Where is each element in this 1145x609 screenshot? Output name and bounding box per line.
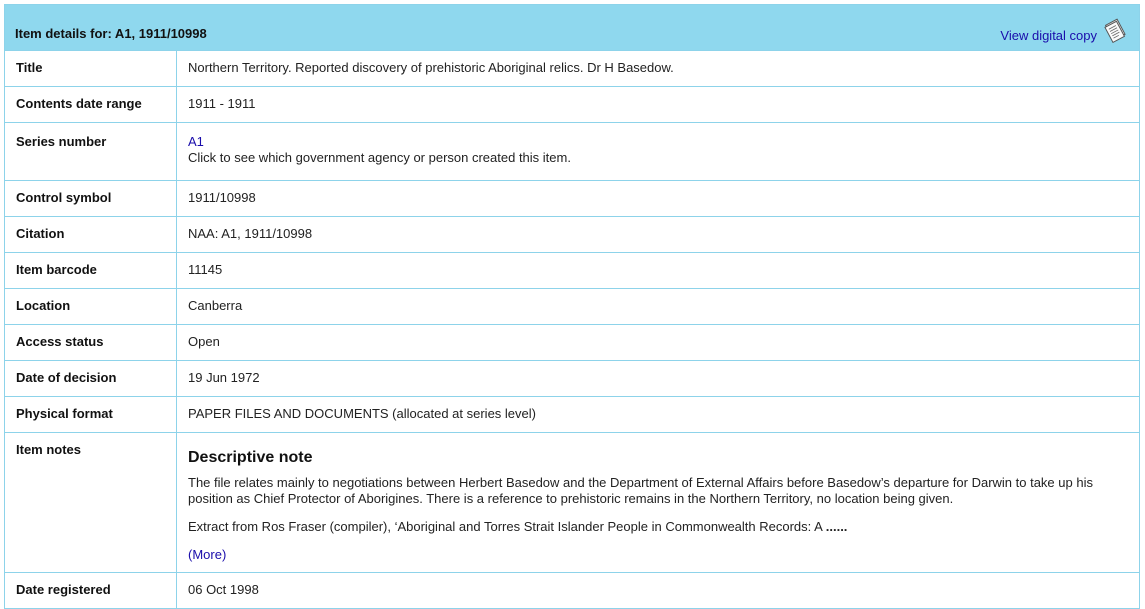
item-details-table [5,51,1139,608]
date-of-decision-value: 19 Jun 1972 [177,361,1140,397]
contents-date-range-value: 1911 - 1911 [177,87,1140,123]
date-of-decision-label: Date of decision [5,361,177,397]
date-registered-value: 06 Oct 1998 [177,573,1140,609]
location-value: Canberra [177,289,1140,325]
title-label: Title [5,51,177,87]
item-barcode-label: Item barcode [5,253,177,289]
series-number-hint: Click to see which government agency or person created this item. [188,150,571,165]
row-location [5,289,1139,325]
row-control-symbol [5,181,1139,217]
extract-text: Extract from Ros Fraser (compiler), ‘Aboriginal and Torres Strait Islander People in Commonwealth Records: A [188,519,823,534]
item-notes-cell [177,433,1140,573]
document-icon[interactable] [1103,17,1129,43]
row-item-barcode [5,253,1139,289]
more-link[interactable]: (More) [188,547,227,562]
title-value: Northern Territory. Reported discovery of prehistoric Aboriginal relics. Dr H Basedow. [188,60,674,75]
contents-date-range-label: Contents date range [5,87,177,123]
descriptive-note-extract [188,519,1129,535]
physical-format-label: Physical format [5,397,177,433]
series-number-label: Series number [5,123,177,181]
row-date-of-decision [5,361,1139,397]
row-title [5,51,1139,87]
descriptive-note-text: The file relates mainly to negotiations between Herbert Basedow and the Department of External Affairs before Basedow’s departure for Darwin to take up his position as Chief Protector of Aborigines. There is a reference to prehistoric remains in the Northern Territory, no location being given. [188,475,1093,506]
item-barcode-value: 11145 [177,253,1140,289]
digital-copy-group[interactable] [1000,12,1129,43]
date-registered-label: Date registered [5,573,177,609]
item-details-header [5,5,1139,51]
extract-ellipsis: ...... [825,519,848,534]
row-access-status [5,325,1139,361]
row-series-number [5,123,1139,181]
access-status-value: Open [177,325,1140,361]
view-digital-copy-link[interactable]: View digital copy [1000,28,1097,43]
row-item-notes [5,433,1139,573]
physical-format-value: PAPER FILES AND DOCUMENTS (allocated at series level) [177,397,1140,433]
row-contents-date-range [5,87,1139,123]
location-label: Location [5,289,177,325]
row-physical-format [5,397,1139,433]
access-status-label: Access status [5,325,177,361]
citation-value: NAA: A1, 1911/10998 [177,217,1140,253]
descriptive-note-heading: Descriptive note [188,449,313,466]
control-symbol-value: 1911/10998 [177,181,1140,217]
series-number-link[interactable]: A1 [188,134,204,149]
citation-label: Citation [5,217,177,253]
series-number-cell [177,123,1140,181]
row-citation [5,217,1139,253]
item-details-title: Item details for: A1, 1911/10998 [15,26,207,41]
control-symbol-label: Control symbol [5,181,177,217]
row-date-registered [5,573,1139,609]
item-notes-label: Item notes [5,433,177,573]
item-details-panel [4,4,1140,609]
